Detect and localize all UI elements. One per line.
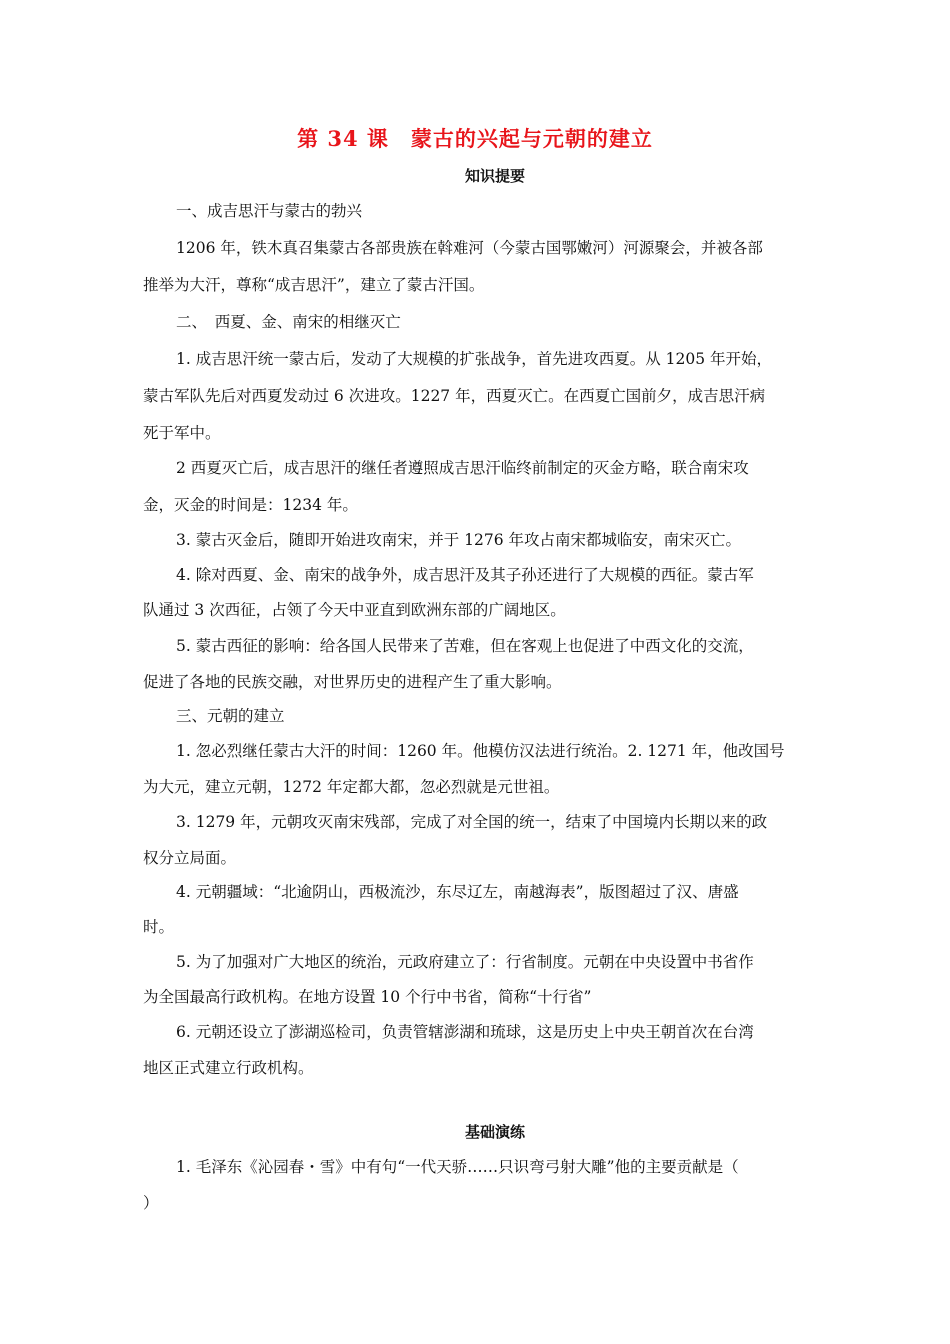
page-title: 第 34 课 蒙古的兴起与元朝的建立 — [297, 126, 653, 151]
section-heading-practice: 基础演练 — [464, 1123, 525, 1141]
question-line: ） — [143, 1194, 159, 1212]
paragraph-line: 1. 忽必烈继任蒙古大汗的时间：1260 年。他模仿汉法进行统治。2. 1271 年，他改国号 — [176, 742, 785, 760]
paragraph-line: 死于军中。 — [143, 424, 221, 442]
heading-part-3: 三、元朝的建立 — [176, 707, 285, 725]
paragraph-line: 时。 — [143, 918, 175, 936]
paragraph-line: 推举为大汗，尊称“成吉思汗”，建立了蒙古汗国。 — [143, 276, 485, 294]
paragraph-line: 4. 元朝疆域：“北逾阴山，西极流沙，东尽辽左，南越海表”，版图超过了汉、唐盛 — [176, 883, 739, 901]
paragraph-line: 蒙古军队先后对西夏发动过 6 次进攻。1227 年，西夏灭亡。在西夏亡国前夕，成吉思汗病 — [143, 387, 766, 405]
paragraph-line: 5. 为了加强对广大地区的统治，元政府建立了：行省制度。元朝在中央设置中书省作 — [176, 953, 754, 971]
paragraph-line: 1. 成吉思汗统一蒙古后，发动了大规模的扩张战争，首先进攻西夏。从 1205 年开始， — [176, 350, 773, 368]
section-heading-knowledge: 知识提要 — [464, 167, 525, 185]
paragraph-line: 队通过 3 次西征，占领了今天中亚直到欧洲东部的广阔地区。 — [143, 601, 566, 619]
paragraph-line: 6. 元朝还设立了澎湖巡检司，负责管辖澎湖和琉球，这是历史上中央王朝首次在台湾 — [176, 1023, 754, 1041]
heading-part-2: 二、 西夏、金、南宋的相继灭亡 — [176, 313, 401, 331]
paragraph-line: 4. 除对西夏、金、南宋的战争外，成吉思汗及其子孙还进行了大规模的西征。蒙古军 — [176, 566, 754, 584]
paragraph-line: 为大元，建立元朝，1272 年定都大都，忽必烈就是元世祖。 — [143, 778, 560, 796]
paragraph-line: 促进了各地的民族交融，对世界历史的进程产生了重大影响。 — [143, 673, 562, 691]
paragraph-line: 5. 蒙古西征的影响：给各国人民带来了苦难，但在客观上也促进了中西文化的交流， — [176, 637, 754, 655]
paragraph-line: 3. 1279 年，元朝攻灭南宋残部，完成了对全国的统一，结束了中国境内长期以来的政 — [176, 813, 768, 831]
paragraph-line: 2 西夏灭亡后，成吉思汗的继任者遵照成吉思汗临终前制定的灭金方略，联合南宋攻 — [176, 459, 749, 477]
paragraph-line: 为全国最高行政机构。在地方设置 10 个行中书省，简称“十行省” — [143, 988, 592, 1006]
paragraph-line: 权分立局面。 — [143, 849, 237, 867]
paragraph-line: 地区正式建立行政机构。 — [143, 1059, 314, 1077]
paragraph-line: 金，灭金的时间是：1234 年。 — [143, 496, 358, 514]
paragraph-line: 3. 蒙古灭金后，随即开始进攻南宋，并于 1276 年攻占南宋都城临安，南宋灭亡。 — [176, 531, 742, 549]
question-line: 1. 毛泽东《沁园春・雪》中有句“一代天骄……只识弯弓射大雕”他的主要贡献是（ — [176, 1158, 739, 1176]
heading-part-1: 一、成吉思汗与蒙古的勃兴 — [176, 202, 363, 220]
paragraph-line: 1206 年，铁木真召集蒙古各部贵族在斡难河（今蒙古国鄂嫩河）河源聚会，并被各部 — [176, 239, 763, 257]
